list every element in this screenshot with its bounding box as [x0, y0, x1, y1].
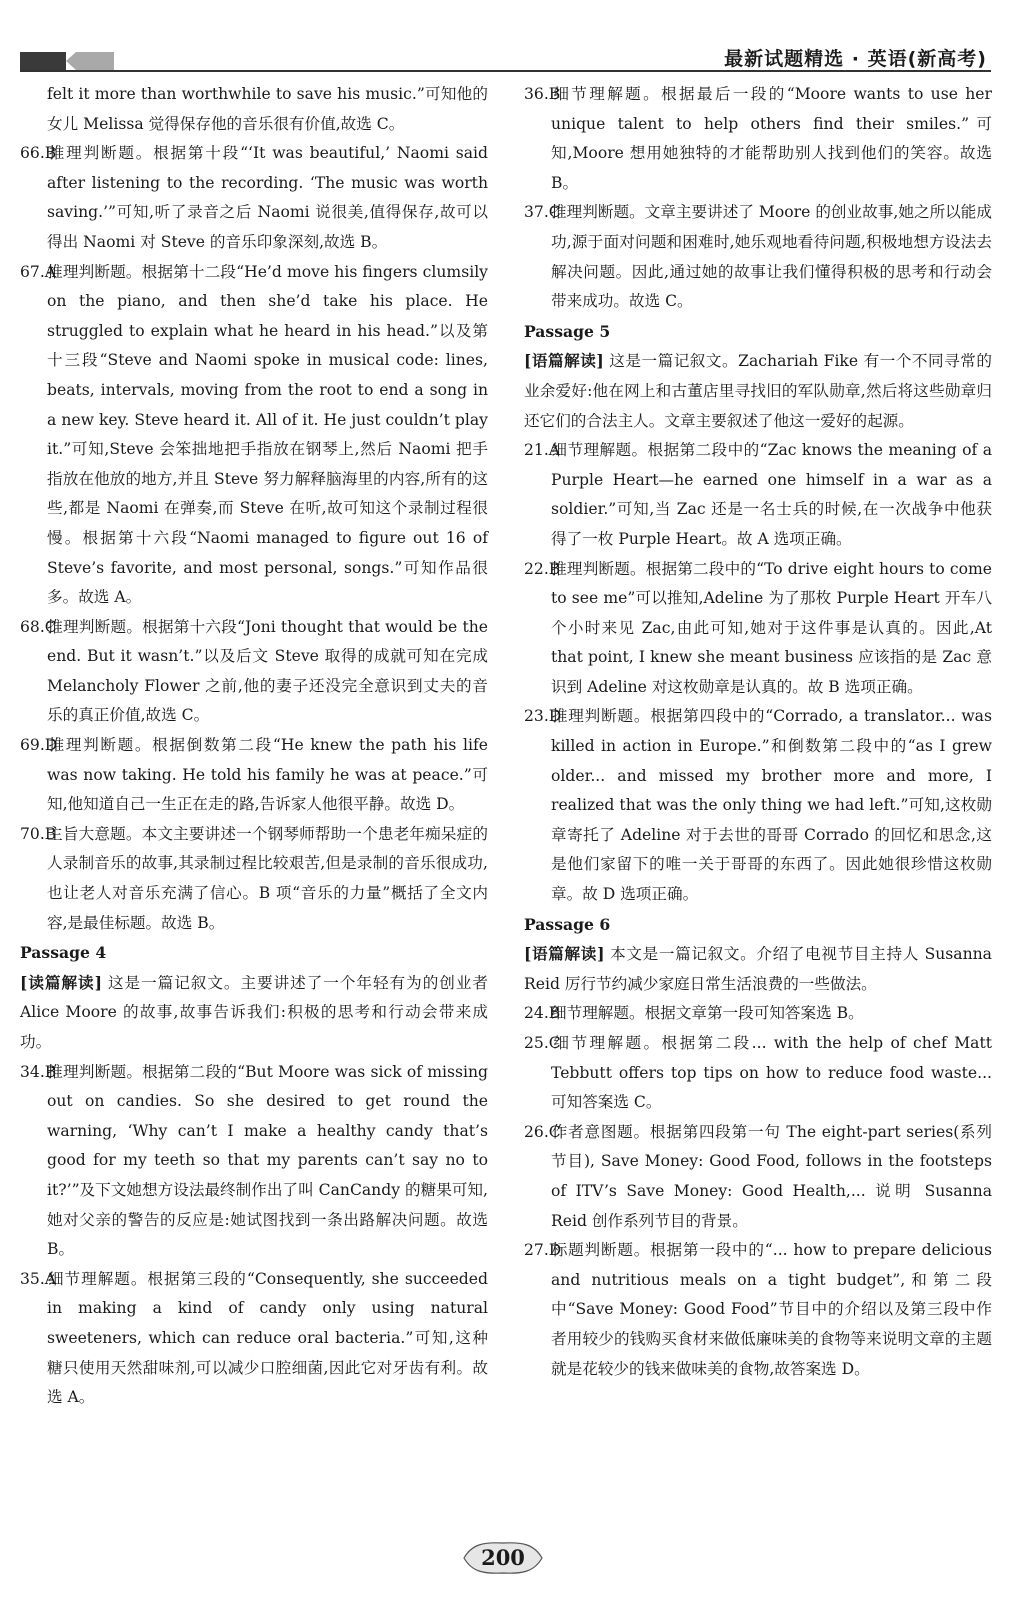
answer-number: 25.C — [524, 1034, 561, 1052]
answer-item-34 — [20, 1058, 488, 1265]
passage-5-heading: Passage 5 — [524, 321, 611, 341]
passage-6-heading: Passage 6 — [524, 914, 611, 934]
answer-number: 35.A — [20, 1269, 57, 1288]
answer-item-21 — [524, 436, 992, 554]
answer-number: 23.D — [524, 707, 562, 726]
answer-item-66 — [20, 139, 488, 257]
answer-number: 26.C — [524, 1122, 561, 1141]
passage-6-summary — [524, 939, 992, 999]
answer-item-37 — [524, 198, 992, 316]
answer-number: 22.B — [524, 559, 561, 578]
answer-item-26 — [524, 1118, 992, 1236]
answer-text: 推理判断题。根据倒数第二段“He knew the path his life was now taking. He told his family he was at peace.”可知,他知道自己一生正在走的路,告诉家人他很平静。故选 D。 — [47, 736, 488, 814]
answer-number: 21.A — [524, 441, 561, 460]
answer-text: 细节理解题。根据第二段... with the help of chef Matt Tebbutt offers top tips on how to reduce food waste... 可知答案选 C。 — [551, 1034, 992, 1112]
summary-text: 这是一篇记叙文。主要讲述了一个年轻有为的创业者 Alice Moore 的故事,故事告诉我们:积极的思考和行动会带来成功。 — [20, 973, 488, 1051]
answer-number: 66.B — [20, 144, 57, 163]
left-column — [20, 80, 488, 1413]
answer-number: 68.C — [20, 617, 57, 636]
answer-number: 70.B — [20, 824, 57, 843]
answer-text: 细节理解题。根据第三段的“Consequently, she succeeded in making a kind of candy only using natural sweeteners, which can reduce oral bacteria.”可知,这种糖只使用天然甜味剂,可以减少口腔细菌,因此它对牙齿有利。故选 A。 — [47, 1269, 488, 1407]
answer-item-27 — [524, 1236, 992, 1384]
answer-item-25 — [524, 1029, 992, 1118]
passage-5-summary — [524, 346, 992, 436]
passage-4-summary — [20, 968, 488, 1058]
answer-item-69 — [20, 731, 488, 820]
right-column — [524, 80, 992, 1384]
answer-text: 推理判断题。根据第四段中的“Corrado, a translator... was killed in action in Europe.”和倒数第二段中的“as I grew older... and missed my brother more and more, I realized that was the only thing we had left.”可知,这枚勋章寄托了 Adeline 对于去世的哥哥 Corrado 的回忆和思念,这是他们家留下的唯一关于哥哥的东西了。因此她很珍惜这枚勋章。故 D 选项正确。 — [551, 707, 992, 904]
answer-text: 标题判断题。根据第一段中的“... how to prepare delicious and nutritious meals on a tight budget”,和第二段中“Save Money: Good Food”节目中的介绍以及第三段中作者用较少的钱购买食材来做低廉味美的食物等来说明文章的主题就是花较少的钱来做味美的食物,故答案选 D。 — [551, 1241, 992, 1378]
answer-item-22 — [524, 555, 992, 703]
answer-number: 27.D — [524, 1241, 562, 1260]
answer-number: 34.B — [20, 1062, 57, 1081]
summary-text: 本文是一篇记叙文。介绍了电视节目主持人 Susanna Reid 厉行节约减少家庭日常生活浪费的一些做法。 — [524, 945, 992, 993]
header-bar-light — [66, 52, 114, 70]
answer-number: 67.A — [20, 262, 57, 281]
answer-item-68 — [20, 613, 488, 731]
answer-item-67 — [20, 258, 488, 613]
page-number: 200 — [481, 1545, 525, 1570]
summary-tag: [语篇解读] — [524, 351, 604, 371]
answer-item-35 — [20, 1265, 488, 1413]
answer-text: 细节理解题。根据最后一段的“Moore wants to use her unique talent to help others find their smiles.”可知,Moore 想用她独特的才能帮助别人找到他们的笑容。故选 B。 — [551, 85, 992, 192]
answer-text: 推理判断题。根据第十二段“He’d move his fingers clumsily on the piano, and then she’d take his place. He struggled to explain what he heard in his head.”以及第十三段“Steve and Naomi spoke in musical code: lines, beats, intervals, moving from the root to end a song in a new key. Steve heard it. All of it. He just couldn’t play it.”可知,Steve 会笨拙地把手指放在钢琴上,然后 Naomi 把手指放在他放的地方,并且 Steve 努力解释脑海里的内容,所有的这些,都是 Naomi 在弹奏,而 Steve 在听,故可知这个录制过程很慢。根据第十六段“Naomi managed to figure out 16 of Steve’s favorite, and most personal, songs.”可知作品很多。故选 A。 — [47, 262, 488, 607]
passage-4-heading: Passage 4 — [20, 943, 107, 963]
summary-text: 这是一篇记叙文。Zachariah Fike 有一个不同寻常的业余爱好:他在网上和古董店里寻找旧的军队勋章,然后将这些勋章归还它们的合法主人。文章主要叙述了他这一爱好的起源。 — [524, 352, 992, 430]
header-bar-dark — [20, 52, 66, 70]
header-title: 最新试题精选 · 英语(新高考) — [724, 48, 987, 70]
answer-number: 24.B — [524, 1004, 561, 1023]
answer-number: 36.B — [524, 85, 561, 103]
answer-text: 推理判断题。文章主要讲述了 Moore 的创业故事,她之所以能成功,源于面对问题和困难时,她乐观地看待问题,积极地想方设法去解决问题。因此,通过她的故事让我们懂得积极的思考和行动会带来成功。故选 C。 — [551, 203, 992, 311]
answer-item-24 — [524, 999, 992, 1029]
answer-text: 作者意图题。根据第四段第一句 The eight-part series(系列节目), Save Money: Good Food, follows in the footsteps of ITV’s Save Money: Good Health,... 说明 Susanna Reid 创作系列节目的背景。 — [551, 1122, 992, 1230]
answer-item-70 — [20, 820, 488, 938]
answer-text: 推理判断题。根据第二段的“But Moore was sick of missing out on candies. So she desired to get round the warning, ‘Why can’t I make a healthy candy that’s good for my teeth so that my parents can’t say no to it?’”及下文她想方设法最终制作出了叫 CanCandy 的糖果可知,她对父亲的警告的反应是:她试图找到一条出路解决问题。故选 B。 — [47, 1062, 488, 1259]
header-rule — [20, 70, 991, 72]
answer-item-23 — [524, 702, 992, 909]
page-number-badge — [462, 1540, 544, 1576]
answer-number: 69.D — [20, 736, 58, 755]
summary-tag: [语篇解读] — [524, 944, 605, 964]
answer-text: 推理判断题。根据第十六段“Joni thought that would be the end. But it wasn’t.”以及后文 Steve 取得的成就可知在完成 Melancholy Flower 之前,他的妻子还没完全意识到丈夫的音乐的真正价值,故选 C。 — [47, 617, 488, 725]
answer-text: 推理判断题。根据第二段中的“To drive eight hours to come to see me”可以推知,Adeline 为了那枚 Purple Heart 开车八个小时来见 Zac,由此可知,她对于这件事是认真的。因此,At that point, I knew she meant business 应该指的是 Zac 意识到 Adeline 对这枚勋章是认真的。故 B 选项正确。 — [551, 559, 992, 696]
answer-text: 细节理解题。根据文章第一段可知答案选 B。 — [551, 1004, 864, 1023]
answer-item-36 — [524, 80, 992, 198]
answer-text: 推理判断题。根据第十段“‘It was beautiful,’ Naomi said after listening to the recording. ‘The music was worth saving.’”可知,听了录音之后 Naomi 说很美,值得保存,故可以得出 Naomi 对 Steve 的音乐印象深刻,故选 B。 — [47, 144, 488, 251]
continuation-text: felt it more than worthwhile to save his music.”可知他的女儿 Melissa 觉得保存他的音乐很有价值,故选 C。 — [47, 85, 488, 133]
answer-text: 细节理解题。根据第二段中的“Zac knows the meaning of a Purple Heart—he earned one himself in a war as a soldier.”可知,当 Zac 还是一名士兵的时候,在一次战争中他获得了一枚 Purple Heart。故 A 选项正确。 — [551, 441, 992, 548]
answer-number: 37.C — [524, 203, 561, 222]
summary-tag: [读篇解读] — [20, 972, 102, 992]
answer-text: 主旨大意题。本文主要讲述一个钢琴师帮助一个患老年痴呆症的人录制音乐的故事,其录制过程比较艰苦,但是录制的音乐很成功,也让老人对音乐充满了信心。B 项“音乐的力量”概括了全文内容,是最佳标题。故选 B。 — [47, 824, 488, 932]
